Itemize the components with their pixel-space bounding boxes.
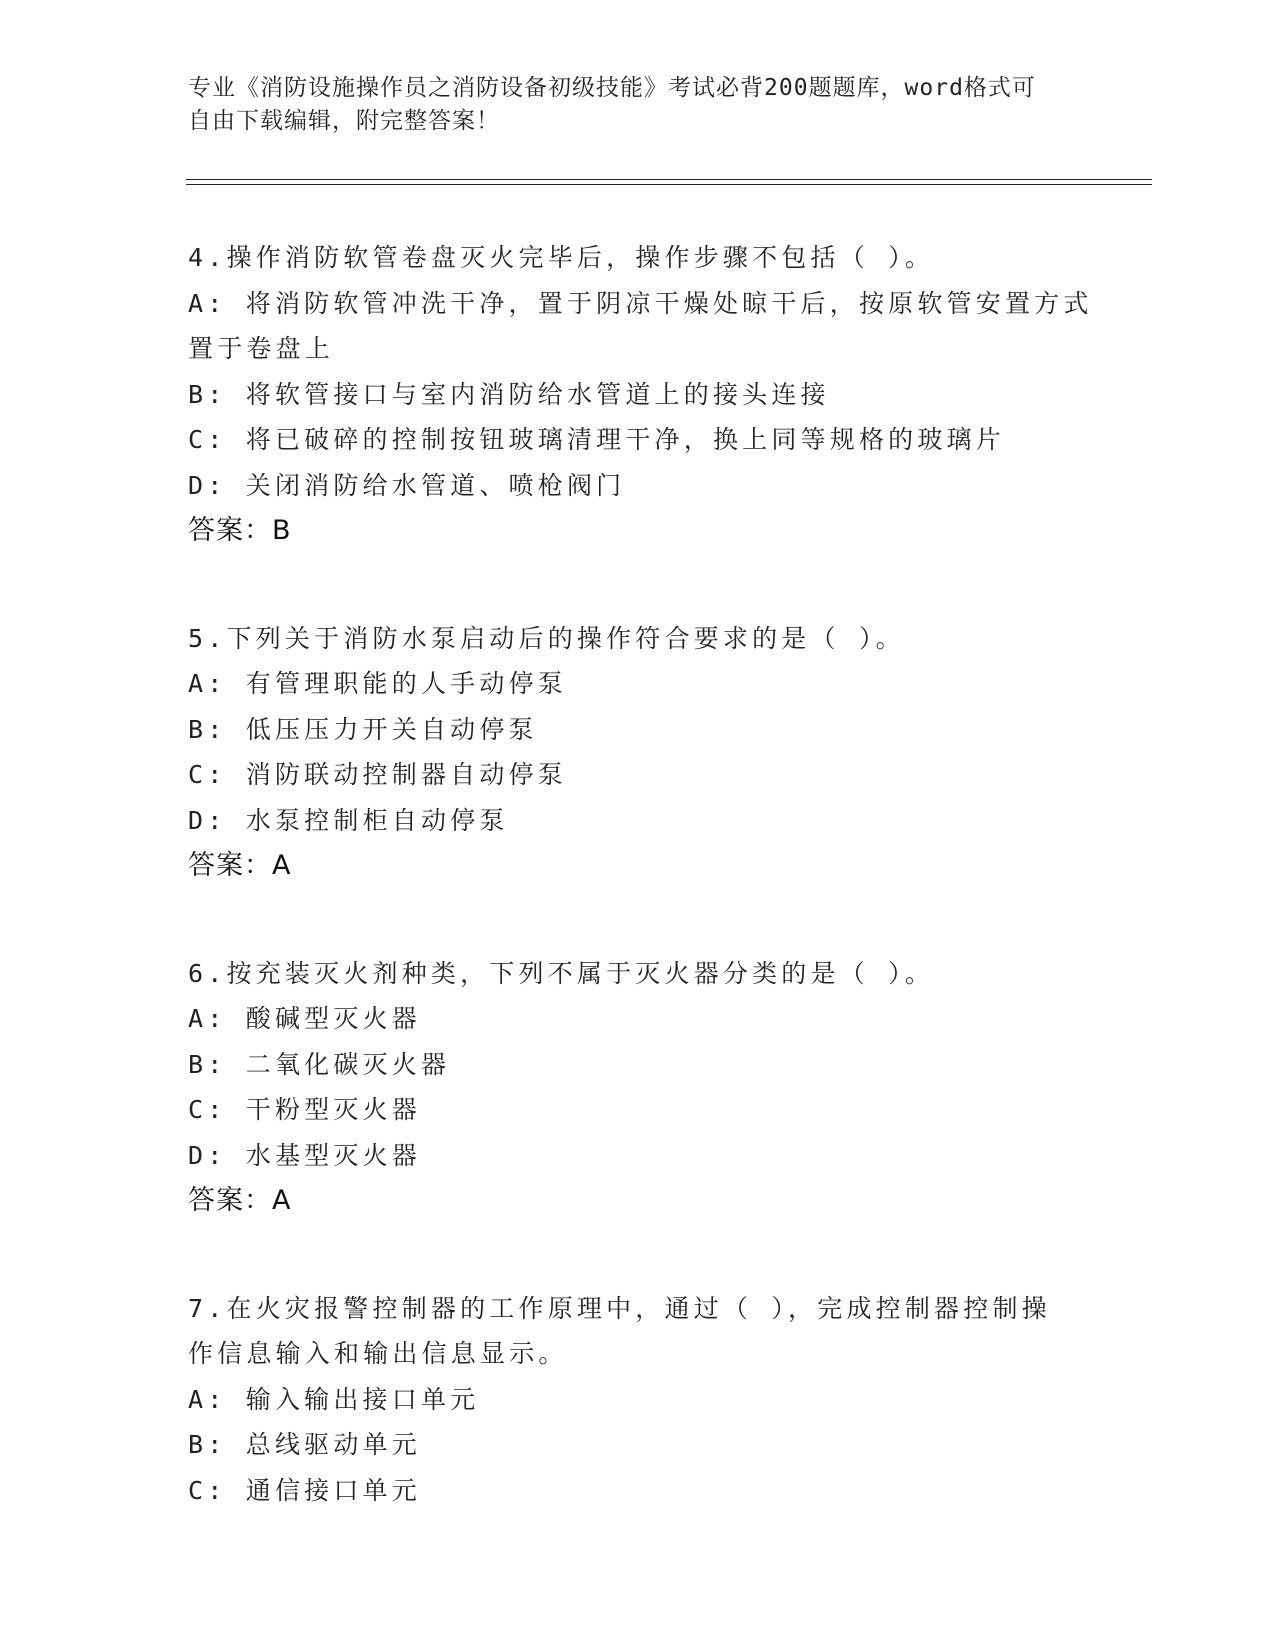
question-block xyxy=(188,1286,1088,1514)
question-option: B: 二氧化碳灭火器 xyxy=(188,1049,451,1079)
question-option: A: 有管理职能的人手动停泵 xyxy=(188,669,567,698)
question-option: B: 将软管接口与室内消防给水管道上的接头连接 xyxy=(188,379,830,409)
question-option: D: 水基型灭火器 xyxy=(188,1140,421,1170)
question-block xyxy=(188,616,1088,889)
question-option: C: 消防联动控制器自动停泵 xyxy=(188,760,567,789)
question-stem: 4.操作消防软管卷盘灭火完毕后，操作步骤不包括（ ）。 xyxy=(188,243,935,272)
question-stem: 6.按充装灭火剂种类，下列不属于灭火器分类的是（ ）。 xyxy=(188,958,935,988)
question-option: A: 将消防软管冲洗干净，置于阴凉干燥处晾干后，按原软管安置方式 xyxy=(188,288,1093,318)
question-option: 置于卷盘上 xyxy=(188,334,335,363)
question-list xyxy=(188,235,1093,1575)
question-block xyxy=(188,951,1088,1224)
question-block xyxy=(188,235,1093,554)
question-option: C: 将已破碎的控制按钮玻璃清理干净，换上同等规格的玻璃片 xyxy=(188,425,1005,454)
header-divider-top xyxy=(186,179,1152,180)
question-answer: 答案：A xyxy=(188,850,292,881)
question-answer: 答案：B xyxy=(188,515,292,546)
question-stem: 作信息输入和输出信息显示。 xyxy=(188,1339,568,1368)
question-stem: 7.在火灾报警控制器的工作原理中，通过（ ），完成控制器控制操 xyxy=(188,1293,1051,1323)
header-line-1: 专业《消防设施操作员之消防设备初级技能》考试必背200题题库，word格式可 xyxy=(188,75,1036,101)
question-option: C: 通信接口单元 xyxy=(188,1475,421,1505)
document-header xyxy=(188,72,1078,138)
question-option: B: 低压压力开关自动停泵 xyxy=(188,714,538,744)
question-answer: 答案：A xyxy=(188,1185,292,1216)
header-divider-bottom xyxy=(186,184,1152,185)
question-option: C: 干粉型灭火器 xyxy=(188,1095,421,1124)
question-option: D: 水泵控制柜自动停泵 xyxy=(188,805,509,835)
question-option: B: 总线驱动单元 xyxy=(188,1430,421,1459)
question-option: A: 酸碱型灭火器 xyxy=(188,1004,421,1033)
question-option: D: 关闭消防给水管道、喷枪阀门 xyxy=(188,470,626,500)
question-stem: 5.下列关于消防水泵启动后的操作符合要求的是（ ）。 xyxy=(188,623,905,653)
question-option: A: 输入输出接口单元 xyxy=(188,1384,480,1414)
header-line-2: 自由下载编辑，附完整答案！ xyxy=(188,108,500,134)
